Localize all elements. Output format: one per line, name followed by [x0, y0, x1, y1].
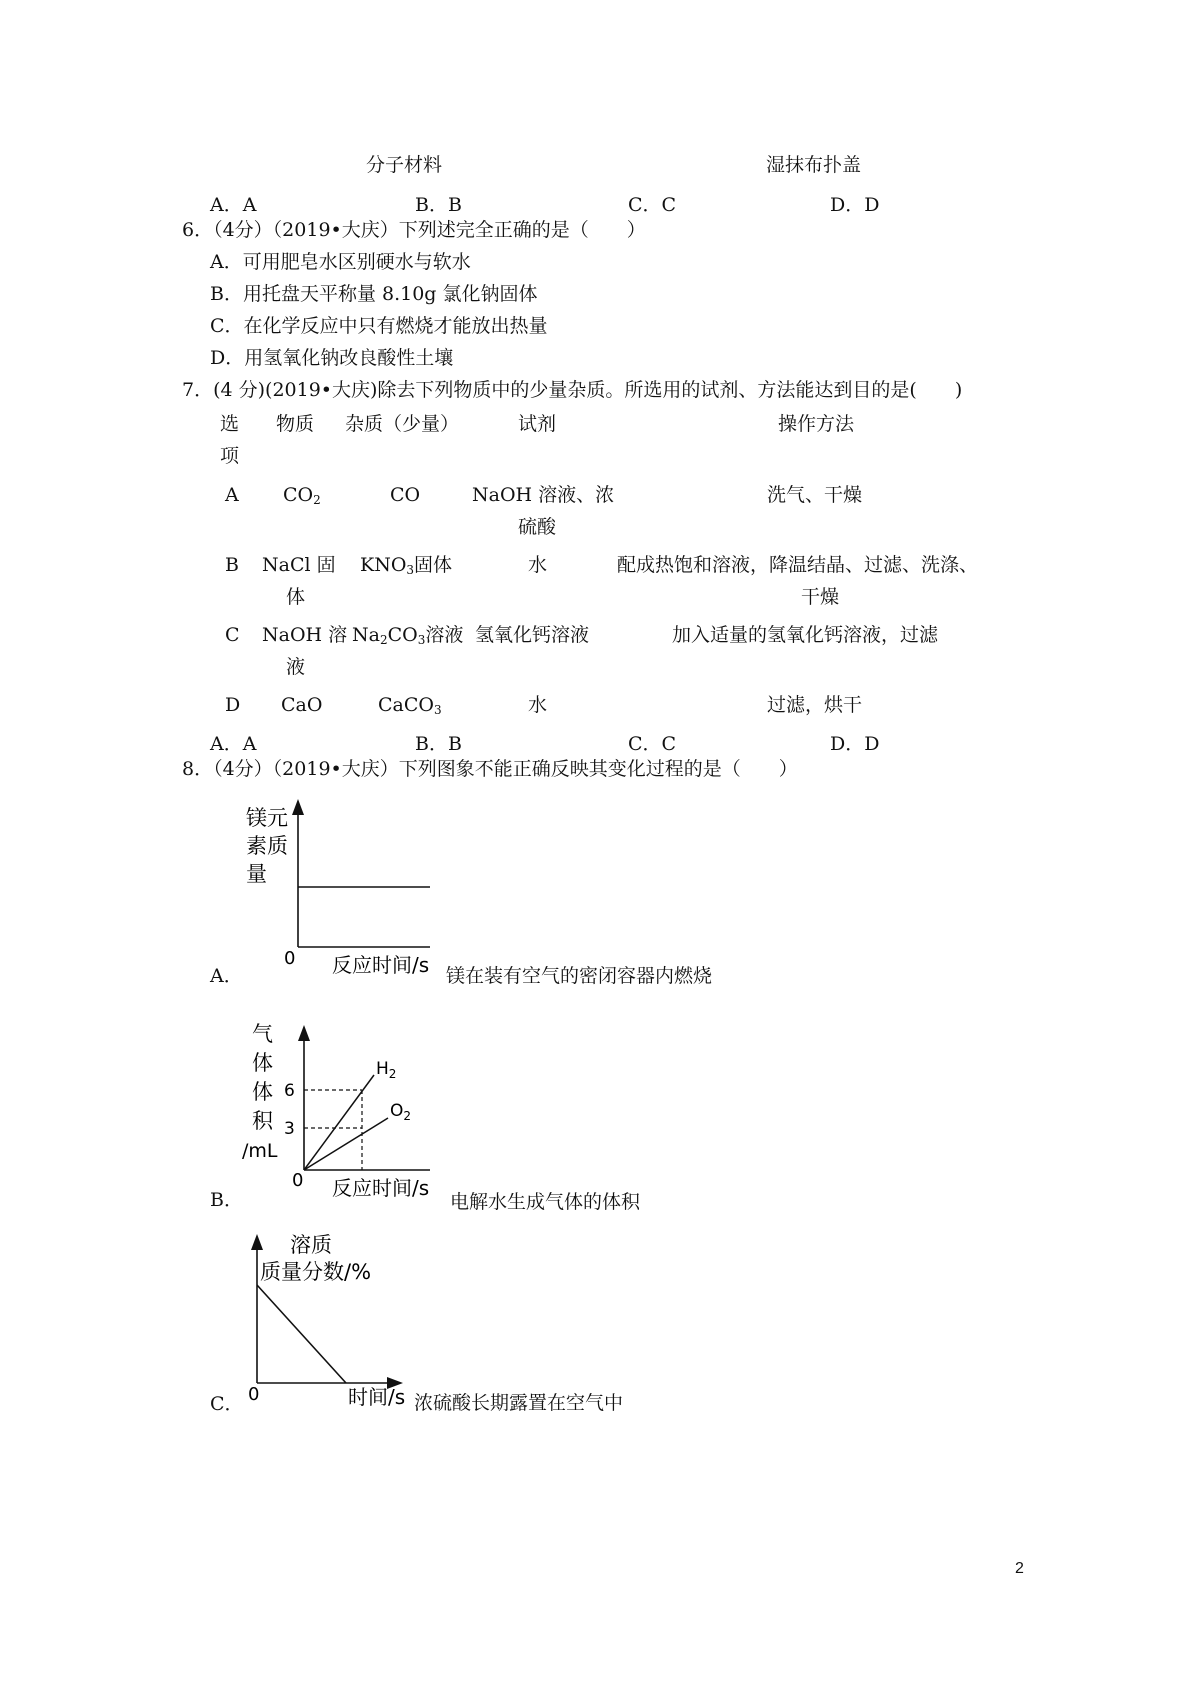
q7-stem: 7．(4 分)(2019•大庆)除去下列物质中的少量杂质。所选用的试剂、方法能达到目的是( ): [182, 379, 963, 401]
graph-b-figure: [240, 1015, 450, 1210]
row-option: D: [225, 694, 241, 716]
row-substance-line1: NaOH 溶: [262, 624, 348, 646]
graph-c-y-arrow: [251, 1234, 263, 1250]
graph-c-xlabel: 时间/s: [348, 1385, 406, 1409]
option-b: B．B: [415, 733, 462, 755]
graph-b-letter: B．: [210, 1189, 243, 1211]
graph-b-ylabel-3: 体: [252, 1080, 273, 1104]
q6-option-d: D．用氢氧化钠改良酸性土壤: [210, 347, 454, 369]
graph-b-caption: 电解水生成气体的体积: [450, 1191, 641, 1213]
graph-a-caption: 镁在装有空气的密闭容器内燃烧: [446, 965, 713, 987]
q6-option-b: B．用托盘天平称量 8.10g 氯化钠固体: [210, 283, 538, 305]
graph-c-ylabel-1: 溶质: [290, 1233, 332, 1257]
graph-b-y-arrow: [298, 1025, 310, 1041]
row-method: 过滤，烘干: [767, 694, 863, 716]
row-impurity: $KNO_3$固体: [360, 554, 453, 577]
page-number: 2: [1015, 1560, 1024, 1577]
graph-b-h2-line: [304, 1075, 374, 1170]
q5-right-text: 湿抹布扑盖: [766, 154, 862, 176]
graph-c-caption: 浓硫酸长期露置在空气中: [414, 1392, 624, 1414]
row-impurity: CaCO$_3$: [378, 694, 442, 717]
row-method: 洗气、干燥: [767, 484, 863, 506]
graph-b-ylabel-4: 积: [252, 1109, 273, 1133]
header-option-1: 选: [220, 413, 240, 435]
option-a: A．A: [210, 733, 257, 755]
row-substance-line2: 液: [286, 656, 306, 678]
graph-c-line: [257, 1285, 346, 1383]
graph-a-origin: 0: [284, 948, 296, 969]
graph-a-ylabel-3: 量: [246, 862, 267, 886]
graph-a-letter: A．: [210, 965, 243, 987]
option-d: D．D: [830, 194, 880, 216]
graph-b-ylabel-1: 气: [252, 1022, 273, 1046]
graph-c-ylabel-2: 质量分数/%: [260, 1260, 372, 1284]
graph-b-ylabel-5: /mL: [242, 1140, 278, 1162]
option-b: B．B: [415, 194, 462, 216]
graph-b-tick-3: 3: [284, 1119, 295, 1139]
row-substance: $CO_2$: [283, 484, 321, 507]
row-method-line2: 干燥: [801, 586, 840, 608]
row-reagent: 氢氧化钙溶液: [475, 624, 590, 646]
graph-b-tick-6: 6: [284, 1081, 295, 1101]
row-reagent: 水: [528, 554, 548, 576]
graph-b-origin: 0: [292, 1170, 304, 1191]
graph-b-o2-label: $O_2$: [390, 1101, 412, 1123]
option-c: C．C: [628, 733, 677, 755]
row-substance-line1: NaCl 固: [262, 554, 336, 576]
graph-a-ylabel-1: 镁元: [246, 806, 288, 830]
row-option: B: [225, 554, 239, 576]
option-a: A．A: [210, 194, 257, 216]
row-reagent-line1: NaOH 溶液、浓: [472, 484, 615, 506]
graph-c-origin: 0: [248, 1384, 260, 1405]
q6-stem: 6．（4分）（2019•大庆）下列述完全正确的是（ ）: [182, 219, 646, 241]
header-method: 操作方法: [778, 413, 855, 435]
graph-c-letter: C．: [210, 1393, 244, 1415]
option-c: C．C: [628, 194, 677, 216]
row-substance: CaO: [281, 694, 323, 716]
q8-stem: 8．（4分）（2019•大庆）下列图象不能正确反映其变化过程的是（ ）: [182, 758, 798, 780]
graph-b-xlabel: 反应时间/s: [332, 1176, 430, 1200]
row-method: 加入适量的氢氧化钙溶液，过滤: [672, 624, 939, 646]
row-method-line1: 配成热饱和溶液，降温结晶、过滤、洗涤、: [617, 554, 979, 576]
header-impurity: 杂质（少量）: [345, 413, 460, 435]
q6-option-a: A．可用肥皂水区别硬水与软水: [210, 251, 471, 273]
row-substance-line2: 体: [286, 586, 306, 608]
row-reagent: 水: [528, 694, 548, 716]
q6-option-c: C．在化学反应中只有燃烧才能放出热量: [210, 315, 548, 337]
row-option: A: [225, 484, 239, 506]
header-substance: 物质: [276, 413, 315, 435]
graph-c-figure: [240, 1228, 420, 1418]
header-reagent: 试剂: [518, 413, 557, 435]
graph-a-xlabel: 反应时间/s: [332, 953, 430, 977]
graph-a-y-arrow: [292, 799, 304, 815]
row-impurity: $Na_2CO_3$溶液: [352, 624, 464, 647]
graph-b-ylabel-2: 体: [252, 1051, 273, 1075]
header-option-2: 项: [220, 445, 240, 467]
graph-a-ylabel-2: 素质: [246, 834, 288, 858]
graph-a-figure: [240, 795, 440, 985]
row-reagent-line2: 硫酸: [518, 516, 557, 538]
graph-b-o2-line: [304, 1118, 388, 1170]
q5-left-text: 分子材料: [366, 154, 443, 176]
row-impurity: CO: [390, 484, 421, 506]
option-d: D．D: [830, 733, 880, 755]
row-option: C: [225, 624, 240, 646]
graph-b-h2-label: $H_2$: [376, 1059, 397, 1081]
